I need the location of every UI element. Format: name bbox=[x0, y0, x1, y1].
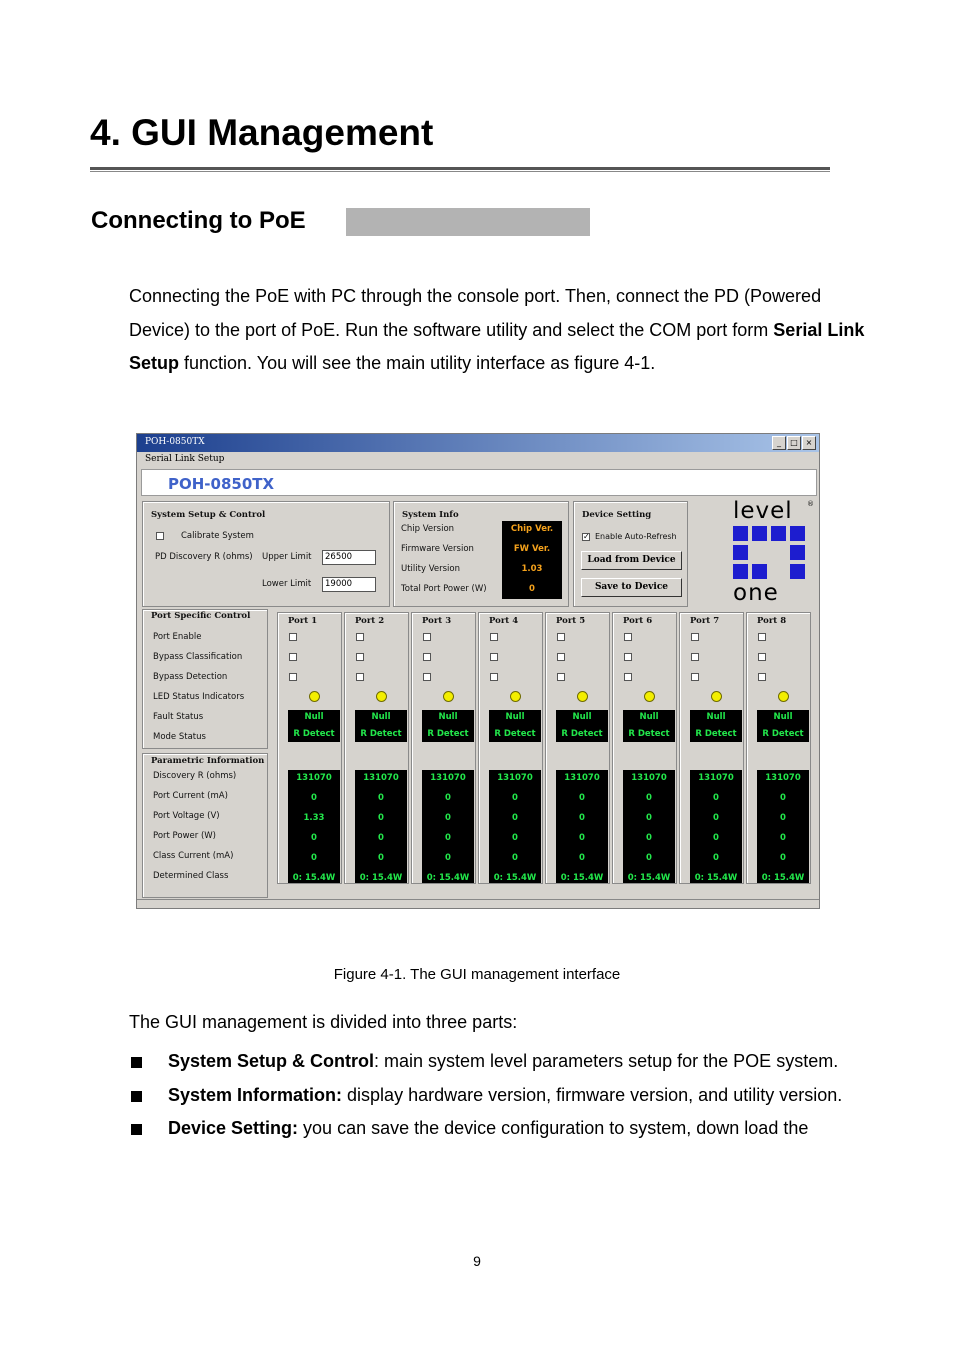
port-led-indicator bbox=[309, 691, 320, 702]
port-class-current: 0 bbox=[311, 853, 317, 863]
total-port-power-label: Total Port Power (W) bbox=[401, 584, 487, 594]
port-voltage: 0 bbox=[713, 813, 719, 823]
levelone-logo bbox=[733, 498, 815, 607]
bypass-detection-checkbox[interactable] bbox=[691, 673, 699, 681]
port-fault-status: Null bbox=[639, 712, 659, 722]
port-name: Port 2 bbox=[355, 616, 385, 626]
determined-class-label: Determined Class bbox=[153, 871, 229, 881]
port-parameter-display bbox=[757, 770, 809, 883]
parts-intro: The GUI management is divided into three parts: bbox=[129, 1012, 518, 1032]
port-enable-checkbox[interactable] bbox=[557, 633, 565, 641]
port-class-current: 0 bbox=[646, 853, 652, 863]
port-class-current: 0 bbox=[512, 853, 518, 863]
port-determined-class: 0: 15.4W bbox=[426, 873, 470, 883]
port-parameter-display bbox=[355, 770, 407, 883]
port-parameter-display bbox=[623, 770, 675, 883]
parametric-title: Parametric Information bbox=[151, 756, 265, 766]
port-discovery-r: 131070 bbox=[430, 773, 466, 783]
intro-paragraph: Connecting the PoE with PC through the console port. Then, connect the PD (Powered Device) to the port of PoE. Run the software utility and select the COM port form Serial Link Setup function. You will see the main utility interface as figure 4-1. bbox=[129, 286, 865, 373]
port-column bbox=[478, 612, 543, 884]
bypass-classification-label: Bypass Classification bbox=[153, 652, 243, 662]
port-discovery-r: 131070 bbox=[631, 773, 667, 783]
page-number: 9 bbox=[473, 1253, 481, 1269]
utility-version-value: 1.03 bbox=[521, 564, 543, 574]
list-item: Device Setting: you can save the device configuration to system, down load the bbox=[129, 1112, 859, 1146]
chip-version-value: Chip Ver. bbox=[510, 524, 554, 534]
section-title: Connecting to PoE bbox=[91, 207, 306, 234]
heading-rule-thin bbox=[90, 171, 830, 172]
port-fault-status: Null bbox=[438, 712, 458, 722]
port-name: Port 4 bbox=[489, 616, 519, 626]
maximize-button[interactable]: □ bbox=[787, 436, 801, 450]
system-setup-title: System Setup & Control bbox=[151, 510, 266, 520]
parametric-group bbox=[142, 753, 268, 898]
logo-registered-mark: ® bbox=[807, 500, 814, 508]
port-voltage: 0 bbox=[780, 813, 786, 823]
port-name: Port 7 bbox=[690, 616, 720, 626]
port-current: 0 bbox=[512, 793, 518, 803]
port-control-group bbox=[142, 609, 268, 749]
port-power: 0 bbox=[445, 833, 451, 843]
port-led-indicator bbox=[778, 691, 789, 702]
device-setting-group bbox=[573, 501, 688, 607]
port-current: 0 bbox=[378, 793, 384, 803]
menubar bbox=[137, 452, 819, 467]
port-led-indicator bbox=[644, 691, 655, 702]
pd-discovery-label: PD Discovery R (ohms) bbox=[155, 552, 253, 562]
system-info-group bbox=[393, 501, 569, 607]
port-column bbox=[612, 612, 677, 884]
chip-version-label: Chip Version bbox=[401, 524, 455, 534]
bypass-classification-checkbox[interactable] bbox=[490, 653, 498, 661]
port-led-indicator bbox=[376, 691, 387, 702]
port-current: 0 bbox=[646, 793, 652, 803]
port-determined-class: 0: 15.4W bbox=[761, 873, 805, 883]
firmware-version-label: Firmware Version bbox=[401, 544, 474, 554]
save-to-device-button[interactable]: Save to Device bbox=[581, 578, 682, 597]
port-current: 0 bbox=[780, 793, 786, 803]
bypass-detection-checkbox[interactable] bbox=[624, 673, 632, 681]
led-status-label: LED Status Indicators bbox=[153, 692, 245, 702]
port-current: 0 bbox=[311, 793, 317, 803]
port-voltage: 1.33 bbox=[303, 813, 325, 823]
bypass-detection-label: Bypass Detection bbox=[153, 672, 228, 682]
class-current-label: Class Current (mA) bbox=[153, 851, 234, 861]
port-determined-class: 0: 15.4W bbox=[560, 873, 604, 883]
port-enable-checkbox[interactable] bbox=[423, 633, 431, 641]
port-mode-status: R Detect bbox=[561, 729, 603, 739]
utility-version-label: Utility Version bbox=[401, 564, 460, 574]
port-parameter-display bbox=[422, 770, 474, 883]
bypass-classification-checkbox[interactable] bbox=[423, 653, 431, 661]
port-mode-status: R Detect bbox=[628, 729, 670, 739]
port-mode-status: R Detect bbox=[293, 729, 335, 739]
bypass-detection-checkbox[interactable] bbox=[356, 673, 364, 681]
port-enable-checkbox[interactable] bbox=[356, 633, 364, 641]
port-fault-status: Null bbox=[505, 712, 525, 722]
section-title-band bbox=[346, 208, 590, 236]
brand-banner bbox=[141, 469, 817, 496]
port-mode-status: R Detect bbox=[695, 729, 737, 739]
port-current-label: Port Current (mA) bbox=[153, 791, 228, 801]
port-discovery-r: 131070 bbox=[765, 773, 801, 783]
port-power: 0 bbox=[646, 833, 652, 843]
list-item: System Setup & Control: main system level parameters setup for the POE system. bbox=[129, 1045, 859, 1079]
port-discovery-r: 131070 bbox=[296, 773, 332, 783]
status-bar bbox=[137, 899, 819, 908]
upper-limit-label: Upper Limit bbox=[262, 552, 312, 562]
port-class-current: 0 bbox=[378, 853, 384, 863]
port-fault-status: Null bbox=[371, 712, 391, 722]
port-voltage: 0 bbox=[646, 813, 652, 823]
serial-link-setup-term: Serial Link Setup bbox=[129, 319, 865, 373]
port-discovery-r: 131070 bbox=[497, 773, 533, 783]
minimize-button[interactable]: _ bbox=[772, 436, 786, 450]
logo-text-bottom: one bbox=[733, 580, 779, 606]
port-determined-class: 0: 15.4W bbox=[694, 873, 738, 883]
gui-screenshot bbox=[136, 433, 820, 909]
auto-refresh-checkbox[interactable]: ✓ bbox=[583, 532, 590, 541]
port-fault-status: Null bbox=[706, 712, 726, 722]
port-power: 0 bbox=[713, 833, 719, 843]
port-column bbox=[746, 612, 811, 884]
brand-model: POH-0850TX bbox=[168, 475, 275, 493]
port-discovery-r: 131070 bbox=[363, 773, 399, 783]
calibrate-checkbox[interactable] bbox=[156, 532, 164, 540]
port-led-indicator bbox=[711, 691, 722, 702]
port-power: 0 bbox=[378, 833, 384, 843]
port-enable-label: Port Enable bbox=[153, 632, 202, 642]
port-voltage: 0 bbox=[378, 813, 384, 823]
bullet-square-icon bbox=[131, 1124, 142, 1135]
port-power: 0 bbox=[579, 833, 585, 843]
port-power: 0 bbox=[311, 833, 317, 843]
port-parameter-display bbox=[489, 770, 541, 883]
port-determined-class: 0: 15.4W bbox=[627, 873, 671, 883]
port-class-current: 0 bbox=[780, 853, 786, 863]
mode-status-label: Mode Status bbox=[153, 732, 206, 742]
port-parameter-display bbox=[288, 770, 340, 883]
firmware-version-value: FW Ver. bbox=[513, 544, 551, 554]
bypass-detection-checkbox[interactable] bbox=[490, 673, 498, 681]
port-name: Port 5 bbox=[556, 616, 586, 626]
bypass-classification-checkbox[interactable] bbox=[356, 653, 364, 661]
port-enable-checkbox[interactable] bbox=[758, 633, 766, 641]
calibrate-label: Calibrate System bbox=[181, 531, 254, 541]
bypass-detection-checkbox[interactable] bbox=[289, 673, 297, 681]
port-discovery-r: 131070 bbox=[564, 773, 600, 783]
port-fault-status: Null bbox=[304, 712, 324, 722]
device-setting-title: Device Setting bbox=[582, 510, 652, 520]
lower-limit-input[interactable]: 19000 bbox=[322, 577, 376, 592]
port-enable-checkbox[interactable] bbox=[490, 633, 498, 641]
upper-limit-input[interactable]: 26500 bbox=[322, 550, 376, 565]
page-heading: 4. GUI Management bbox=[90, 112, 434, 153]
port-column bbox=[277, 612, 342, 884]
bypass-detection-checkbox[interactable] bbox=[557, 673, 565, 681]
port-fault-status: Null bbox=[773, 712, 793, 722]
window-title: POH-0850TX bbox=[145, 437, 205, 447]
port-power-label: Port Power (W) bbox=[153, 831, 216, 841]
bypass-classification-checkbox[interactable] bbox=[624, 653, 632, 661]
window-titlebar bbox=[137, 434, 819, 452]
port-fault-status: Null bbox=[572, 712, 592, 722]
bypass-classification-checkbox[interactable] bbox=[691, 653, 699, 661]
fault-status-label: Fault Status bbox=[153, 712, 204, 722]
port-voltage: 0 bbox=[445, 813, 451, 823]
bypass-detection-checkbox[interactable] bbox=[423, 673, 431, 681]
port-parameter-display bbox=[690, 770, 742, 883]
lower-limit-label: Lower Limit bbox=[262, 579, 312, 589]
port-class-current: 0 bbox=[713, 853, 719, 863]
bullet-square-icon bbox=[131, 1057, 142, 1068]
load-from-device-button[interactable]: Load from Device bbox=[581, 551, 682, 570]
port-class-current: 0 bbox=[579, 853, 585, 863]
port-determined-class: 0: 15.4W bbox=[493, 873, 537, 883]
heading-rule bbox=[90, 167, 830, 170]
port-enable-checkbox[interactable] bbox=[289, 633, 297, 641]
port-led-indicator bbox=[443, 691, 454, 702]
port-name: Port 6 bbox=[623, 616, 653, 626]
port-name: Port 3 bbox=[422, 616, 452, 626]
port-parameter-display bbox=[556, 770, 608, 883]
port-current: 0 bbox=[713, 793, 719, 803]
port-current: 0 bbox=[445, 793, 451, 803]
port-name: Port 1 bbox=[288, 616, 318, 626]
discovery-r-label: Discovery R (ohms) bbox=[153, 771, 237, 781]
port-discovery-r: 131070 bbox=[698, 773, 734, 783]
auto-refresh-label: Enable Auto-Refresh bbox=[595, 532, 677, 541]
parts-list bbox=[129, 1045, 859, 1146]
port-current: 0 bbox=[579, 793, 585, 803]
port-column bbox=[344, 612, 409, 884]
system-info-title: System Info bbox=[402, 510, 459, 520]
port-enable-checkbox[interactable] bbox=[624, 633, 632, 641]
figure-caption: Figure 4-1. The GUI management interface bbox=[333, 966, 621, 983]
list-item: System Information: display hardware version, firmware version, and utility version. bbox=[129, 1079, 859, 1113]
port-power: 0 bbox=[512, 833, 518, 843]
port-mode-status: R Detect bbox=[360, 729, 402, 739]
bypass-classification-checkbox[interactable] bbox=[758, 653, 766, 661]
port-voltage: 0 bbox=[579, 813, 585, 823]
close-button[interactable]: × bbox=[802, 436, 816, 450]
bypass-detection-checkbox[interactable] bbox=[758, 673, 766, 681]
port-mode-status: R Detect bbox=[427, 729, 469, 739]
port-column bbox=[411, 612, 476, 884]
port-voltage-label: Port Voltage (V) bbox=[153, 811, 220, 821]
port-control-title: Port Specific Control bbox=[151, 611, 251, 621]
port-led-indicator bbox=[510, 691, 521, 702]
port-mode-status: R Detect bbox=[494, 729, 536, 739]
port-column bbox=[679, 612, 744, 884]
bypass-classification-checkbox[interactable] bbox=[557, 653, 565, 661]
bullet-square-icon bbox=[131, 1091, 142, 1102]
port-class-current: 0 bbox=[445, 853, 451, 863]
port-determined-class: 0: 15.4W bbox=[292, 873, 336, 883]
port-column bbox=[545, 612, 610, 884]
total-port-power-value: 0 bbox=[529, 584, 535, 594]
port-determined-class: 0: 15.4W bbox=[359, 873, 403, 883]
menu-serial-link-setup[interactable]: Serial Link Setup bbox=[145, 454, 225, 464]
port-enable-checkbox[interactable] bbox=[691, 633, 699, 641]
port-power: 0 bbox=[780, 833, 786, 843]
port-led-indicator bbox=[577, 691, 588, 702]
bypass-classification-checkbox[interactable] bbox=[289, 653, 297, 661]
logo-text-top: level bbox=[733, 498, 793, 524]
system-setup-group bbox=[142, 501, 390, 607]
port-mode-status: R Detect bbox=[762, 729, 804, 739]
port-name: Port 8 bbox=[757, 616, 787, 626]
port-voltage: 0 bbox=[512, 813, 518, 823]
